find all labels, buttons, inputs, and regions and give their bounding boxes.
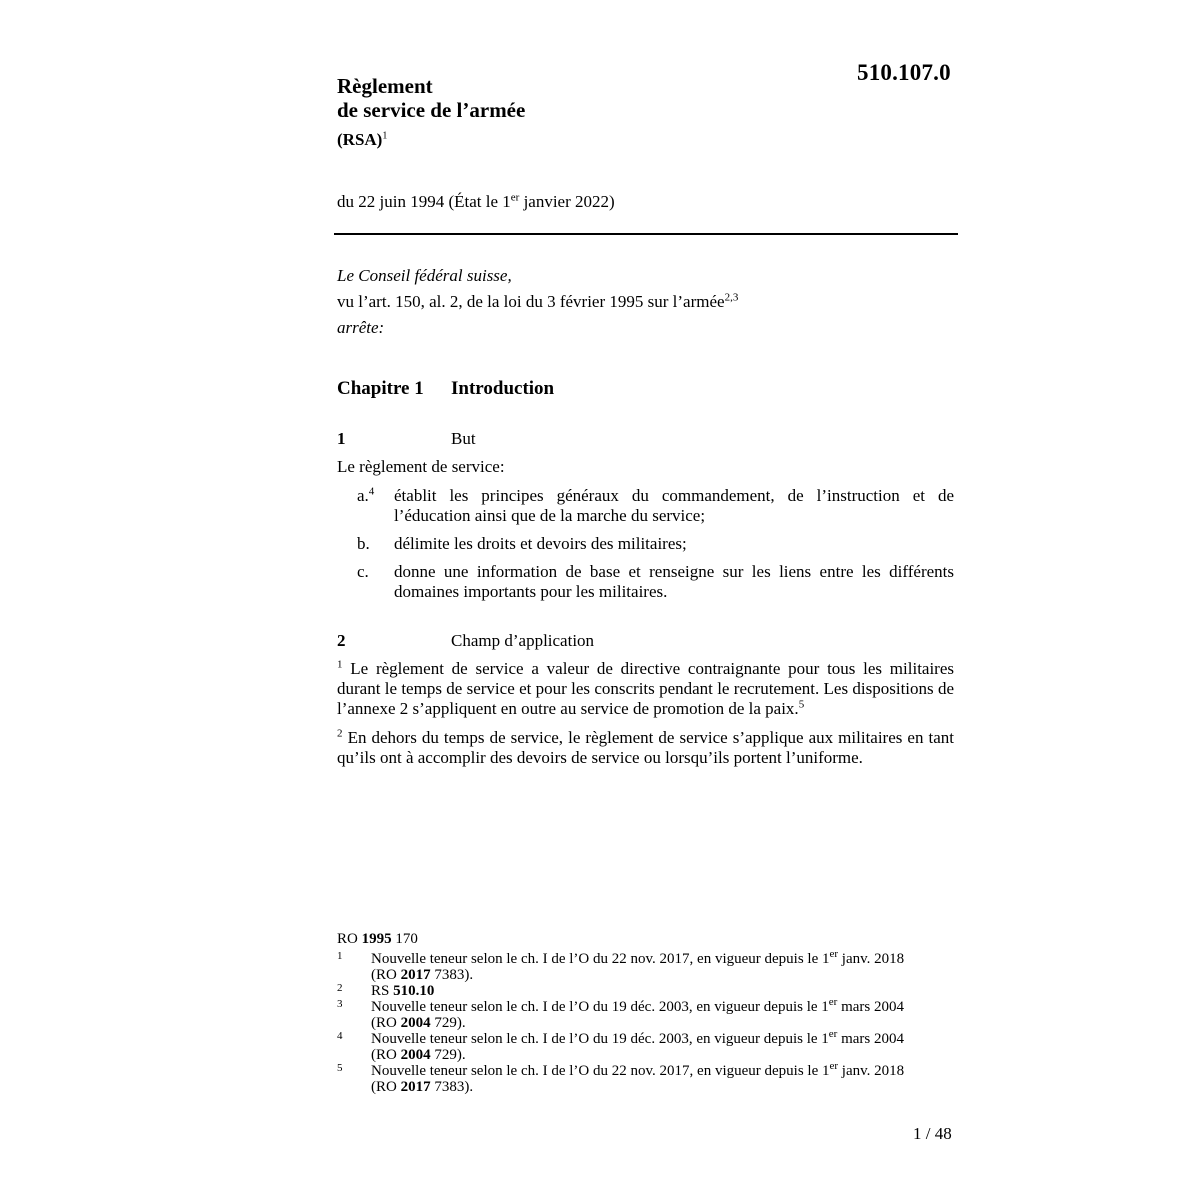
chapter-title: Introduction bbox=[451, 378, 555, 399]
preamble-decree: arrête: bbox=[337, 318, 385, 337]
footnote-4 bbox=[337, 1028, 954, 1063]
footnote-text: Nouvelle teneur selon le ch. I de l’O du 22 nov. 2017, en vigueur depuis le 1er janv. 2018 (RO 2017 7383). bbox=[371, 948, 905, 983]
footnote-ref-2-3[interactable]: 2,3 bbox=[724, 291, 739, 304]
footnote-text: Nouvelle teneur selon le ch. I de l’O du 19 déc. 2003, en vigueur depuis le 1er mars 2004 (RO 2004 729). bbox=[371, 1028, 905, 1063]
article-2-heading bbox=[337, 631, 954, 653]
title-line-1: Règlement bbox=[337, 74, 433, 98]
header-divider bbox=[334, 233, 958, 235]
official-compilation-ref: RO 1995 170 bbox=[337, 931, 418, 947]
footnote-number: 5 bbox=[337, 1062, 343, 1074]
list-item-a bbox=[357, 486, 954, 526]
paragraph-number-1: 1 bbox=[337, 658, 343, 671]
page-number: 1 / 48 bbox=[913, 1124, 952, 1143]
footnote-text: Nouvelle teneur selon le ch. I de l’O du 19 déc. 2003, en vigueur depuis le 1er mars 2004 (RO 2004 729). bbox=[371, 996, 905, 1031]
list-text-a: établit les principes généraux du commandement, de l’instruction et de l’éducation ainsi que de la marche du service; bbox=[394, 486, 954, 525]
footnote-number: 2 bbox=[337, 982, 343, 994]
paragraph-number-2: 2 bbox=[337, 727, 343, 740]
article-2-paragraph-1 bbox=[337, 659, 954, 719]
document-title bbox=[337, 74, 525, 152]
chapter-number: Chapitre 1 bbox=[337, 378, 424, 399]
footnote-ref-4[interactable]: 4 bbox=[368, 485, 375, 498]
footnote-1 bbox=[337, 948, 954, 983]
footnote-5 bbox=[337, 1060, 954, 1095]
basis-text: vu l’art. 150, al. 2, de la loi du 3 février 1995 sur l’armée bbox=[337, 292, 725, 311]
paragraph-2-text: En dehors du temps de service, le règlement de service s’applique aux militaires en tant qu’ils ont à accomplir des devoirs de service ou lorsqu’ils portent l’uniforme. bbox=[337, 728, 955, 767]
footnote-text: Nouvelle teneur selon le ch. I de l’O du 22 nov. 2017, en vigueur depuis le 1er janv. 2018 (RO 2017 7383). bbox=[371, 1060, 905, 1095]
footnote-ref-5[interactable]: 5 bbox=[798, 698, 805, 711]
paragraph-1-text: Le règlement de service a valeur de directive contraignante pour tous les militaires durant le temps de service et pour les conscrits pendant le recrutement. Les dispositions de l’annexe 2 s’appliquent en outre au service de promotion de la paix. bbox=[337, 659, 955, 718]
date-suffix: janvier 2022) bbox=[519, 192, 615, 211]
footnote-2 bbox=[337, 983, 954, 999]
article-2-paragraph-2 bbox=[337, 728, 954, 768]
footnote-3 bbox=[337, 996, 954, 1031]
article-1-heading bbox=[337, 429, 954, 451]
list-text-c: donne une information de base et renseigne sur les liens entre les différents domaines importants pour les militaires. bbox=[394, 562, 954, 601]
footnote-number: 3 bbox=[337, 998, 343, 1010]
list-item-c bbox=[357, 562, 954, 602]
article-1-intro: Le règlement de service: bbox=[337, 457, 505, 476]
preamble-authority: Le Conseil fédéral suisse, bbox=[337, 266, 512, 285]
document-date bbox=[337, 192, 615, 212]
title-line-2: de service de l’armée bbox=[337, 98, 526, 122]
article-1-number: 1 bbox=[337, 429, 346, 448]
ro-year: 1995 bbox=[361, 931, 392, 947]
preamble bbox=[337, 263, 738, 341]
list-marker-c: c. bbox=[357, 562, 369, 581]
article-2-number: 2 bbox=[337, 631, 346, 650]
systematic-number: 510.107.0 bbox=[857, 60, 951, 85]
date-prefix: du 22 juin 1994 (État le 1 bbox=[337, 192, 511, 211]
article-1-title: But bbox=[451, 429, 476, 448]
footnote-ref-1[interactable]: 1 bbox=[382, 130, 388, 142]
article-2-title: Champ d’application bbox=[451, 631, 595, 650]
footnote-text: RS 510.10 bbox=[371, 983, 435, 999]
date-ordinal: er bbox=[510, 191, 520, 204]
list-text-b: délimite les droits et devoirs des militaires; bbox=[394, 534, 687, 553]
list-marker-a: a.$^4$ bbox=[357, 485, 375, 505]
preamble-basis bbox=[337, 289, 738, 315]
abbr-text: (RSA) bbox=[337, 130, 383, 149]
footnote-number: 1 bbox=[337, 950, 343, 962]
footnote-number: 4 bbox=[337, 1030, 343, 1042]
list-marker-b: b. bbox=[357, 534, 370, 553]
chapter-heading bbox=[337, 378, 554, 400]
title-abbreviation bbox=[337, 128, 525, 152]
list-item-b bbox=[357, 534, 954, 554]
